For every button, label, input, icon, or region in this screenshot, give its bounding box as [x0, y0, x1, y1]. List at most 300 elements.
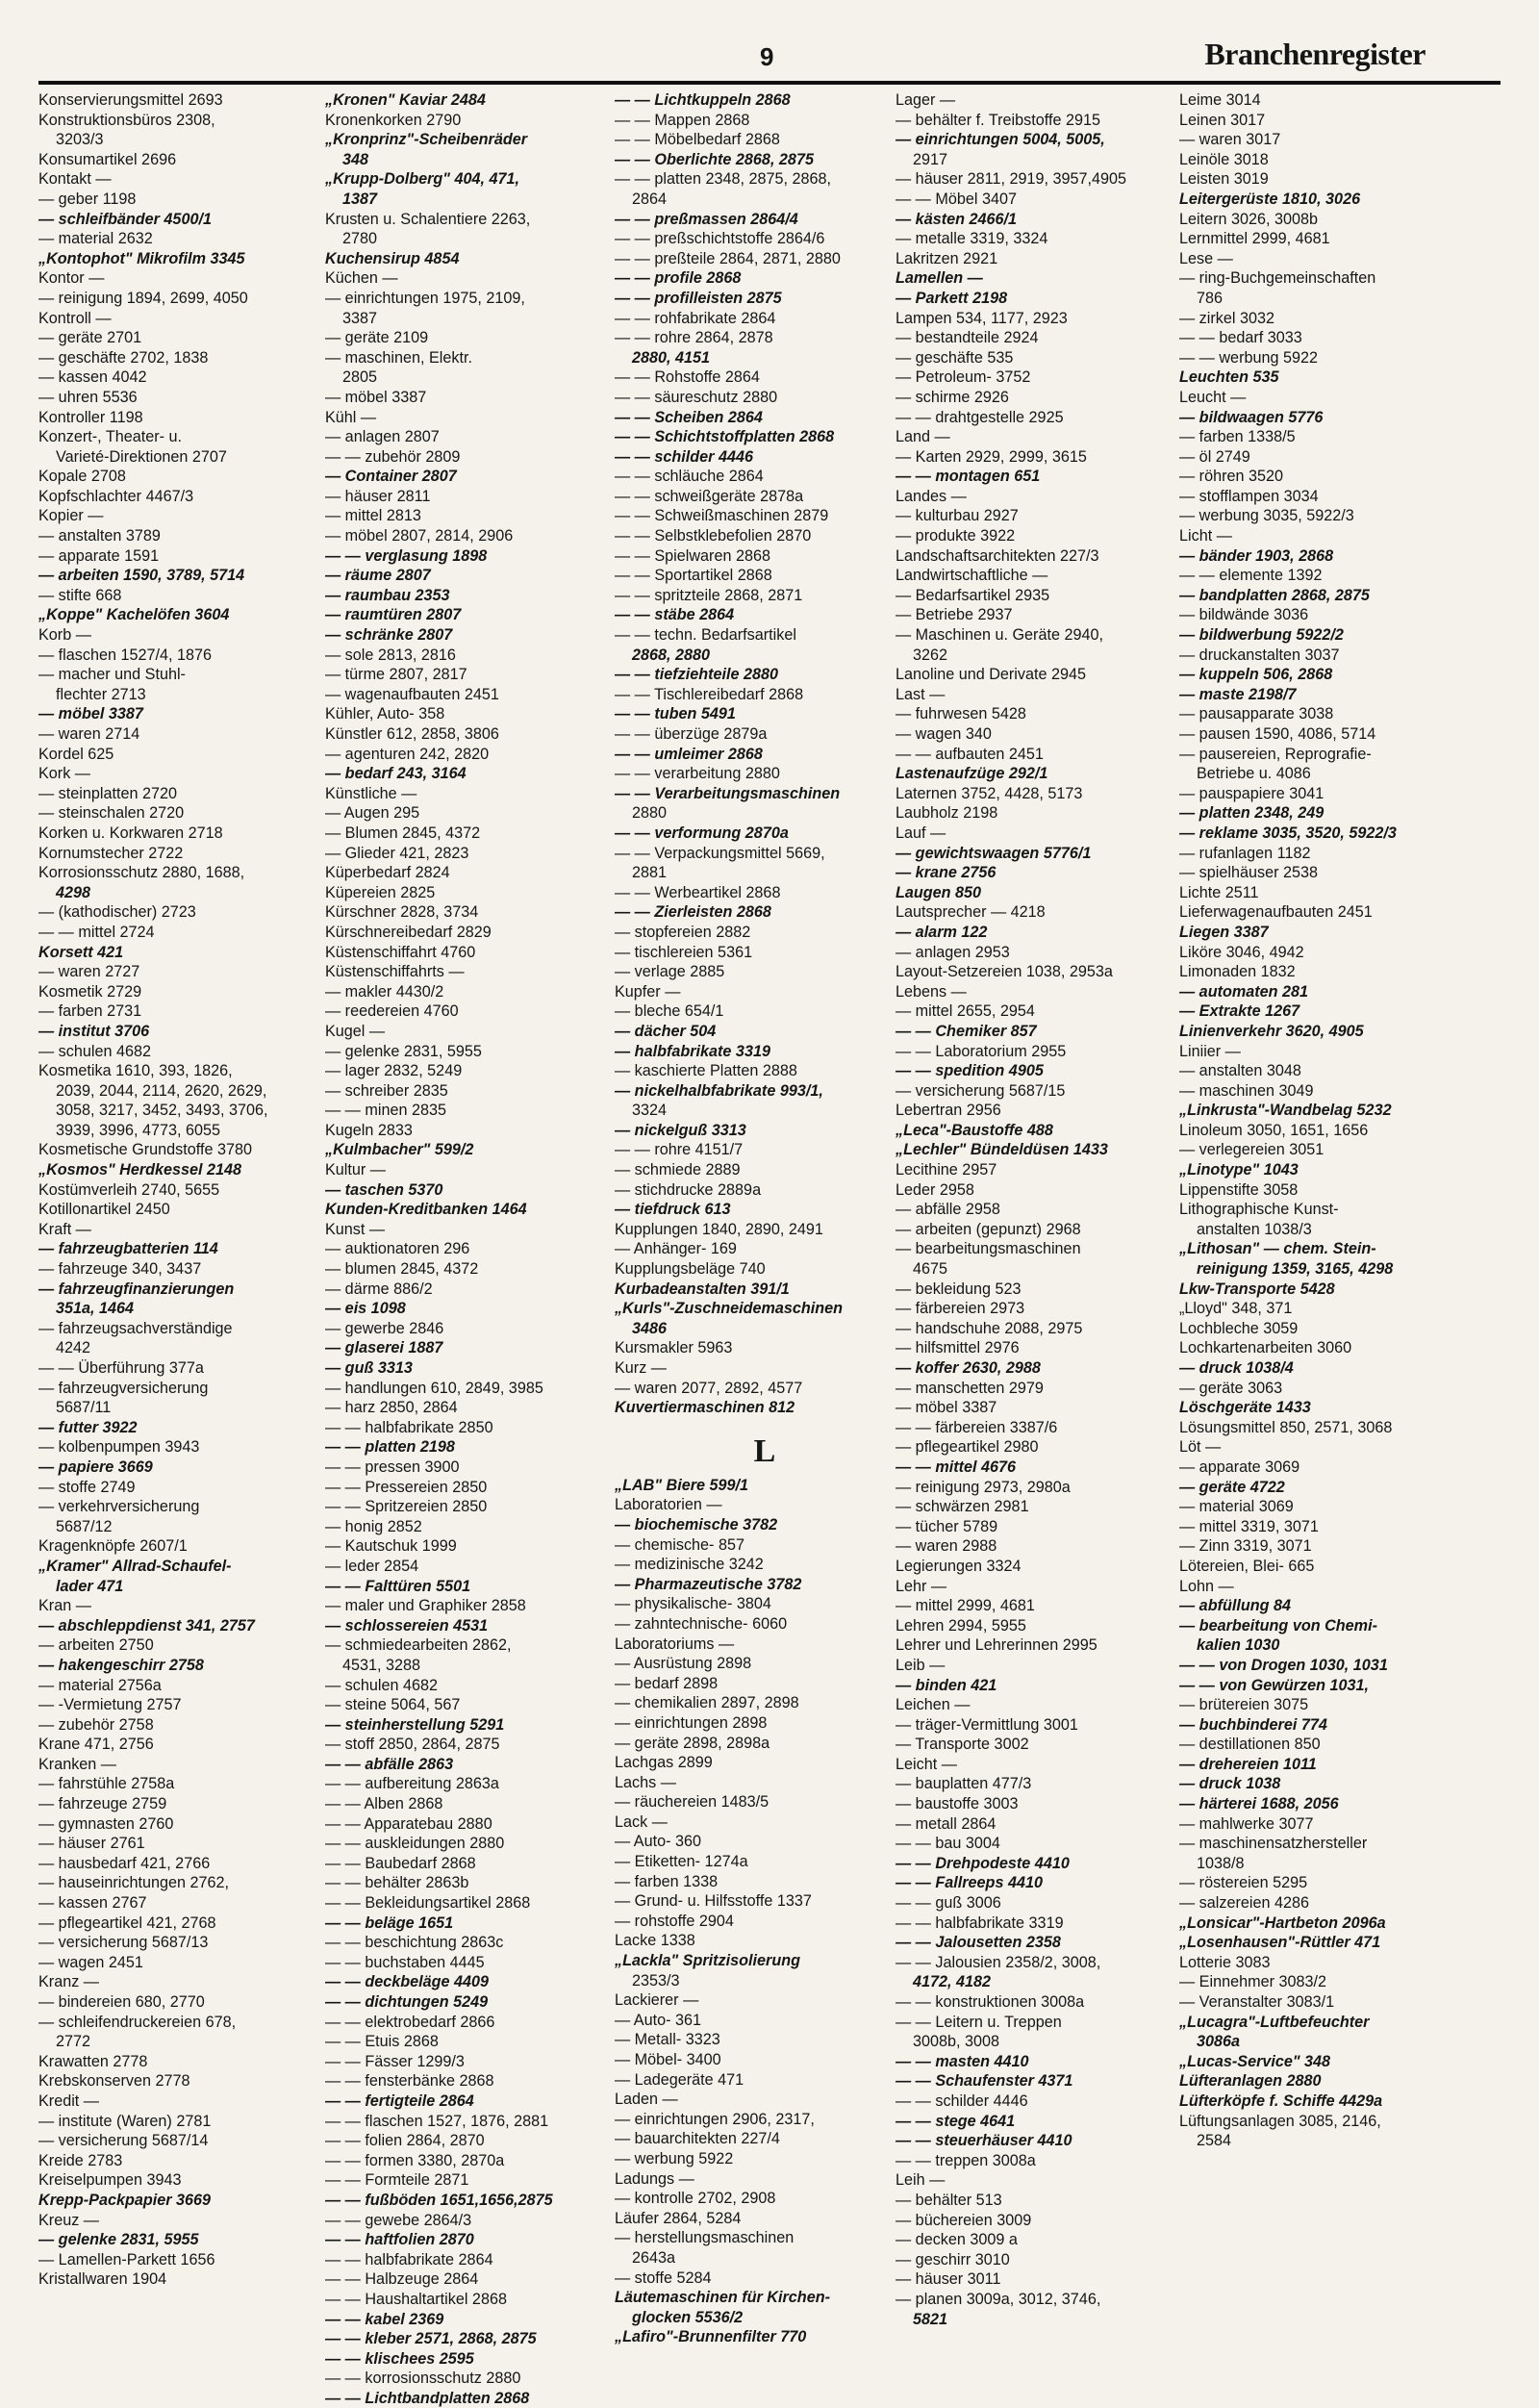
- index-entry: — — kabel 2369: [325, 2310, 444, 2328]
- index-entry: 2772: [56, 2033, 91, 2051]
- index-entry: Lehrer und Lehrerinnen 2995: [896, 1636, 1097, 1655]
- index-entry: Laugen 850: [896, 883, 982, 901]
- index-entry: Küstenschiffahrt 4760: [325, 943, 476, 961]
- index-entry: Lithographische Kunst-: [1179, 1201, 1339, 1219]
- index-entry: — hausbedarf 421, 2766: [38, 1854, 211, 1872]
- index-entry: Konsumartikel 2696: [38, 150, 177, 168]
- index-entry: — pauspapiere 3041: [1179, 784, 1325, 802]
- index-entry: Leuchten 535: [1179, 368, 1279, 387]
- index-entry: — futter 3922: [38, 1418, 138, 1436]
- index-entry: — geschäfte 535: [896, 348, 1014, 367]
- index-entry: — geräte 2898, 2898a: [615, 1734, 770, 1752]
- index-entry: — handlungen 610, 2849, 3985: [325, 1379, 543, 1397]
- index-entry: Korb —: [38, 626, 91, 645]
- index-entry: Kupfer —: [615, 982, 681, 1001]
- index-entry: — gewichtswaagen 5776/1: [896, 844, 1092, 862]
- index-entry: Konstruktionsbüros 2308,: [38, 111, 215, 129]
- index-entry: — geber 1198: [38, 190, 137, 208]
- index-entry: Legierungen 3324: [896, 1557, 1022, 1575]
- index-entry: — hakengeschirr 2758: [38, 1656, 204, 1674]
- index-entry: — wagen 2451: [38, 1953, 143, 1971]
- index-entry: — -Vermietung 2757: [38, 1696, 182, 1714]
- index-entry: Krepp-Packpapier 3669: [38, 2191, 212, 2209]
- index-entry: — tücher 5789: [896, 1517, 998, 1535]
- index-entry: — — montagen 651: [896, 468, 1041, 486]
- index-entry: Landschaftsarchitekten 227/3: [896, 546, 1099, 565]
- index-entry: glocken 5536/2: [632, 2308, 744, 2326]
- index-entry: — — Falttüren 5501: [325, 1577, 471, 1595]
- index-entry: — türme 2807, 2817: [325, 666, 467, 684]
- page-header: Branchenregister: [1204, 37, 1425, 71]
- index-entry: — steinherstellung 5291: [325, 1715, 505, 1734]
- index-entry: 1038/8: [1197, 1854, 1245, 1872]
- index-entry: 4172, 4182: [913, 1973, 992, 1991]
- index-entry: Kurbadeanstalten 391/1: [615, 1280, 790, 1298]
- index-entry: Kurz —: [615, 1359, 667, 1377]
- index-entry: — häuser 2811, 2919, 3957,4905: [896, 170, 1127, 189]
- index-entry: Kontroll —: [38, 309, 112, 327]
- index-entry: Linienverkehr 3620, 4905: [1179, 1022, 1364, 1040]
- index-entry: Löt —: [1179, 1438, 1222, 1457]
- index-entry: Kreuz —: [38, 2211, 99, 2229]
- index-entry: — — Lichtbandplatten 2868: [325, 2389, 530, 2407]
- index-entry: — handschuhe 2088, 2975: [896, 1319, 1083, 1337]
- index-entry: Küchen —: [325, 269, 398, 288]
- index-entry: 2917: [913, 150, 948, 168]
- index-entry: — drehereien 1011: [1179, 1755, 1317, 1773]
- index-entry: Lehr —: [896, 1577, 947, 1595]
- index-entry: 3486: [632, 1319, 668, 1337]
- index-entry: — möbel 2807, 2814, 2906: [325, 527, 514, 545]
- index-entry: — — verglasung 1898: [325, 546, 488, 565]
- index-entry: „Lackla" Spritzisolierung: [615, 1952, 800, 1970]
- index-entry: Lebertran 2956: [896, 1102, 1001, 1120]
- index-entry: — — spritzteile 2868, 2871: [615, 586, 803, 604]
- index-entry: Lachgas 2899: [615, 1754, 713, 1772]
- index-entry: — fahrzeugversicherung: [38, 1379, 209, 1397]
- index-entry: Kühler, Auto- 358: [325, 705, 445, 723]
- index-entry: — makler 4430/2: [325, 982, 444, 1001]
- index-entry: Kontor —: [38, 269, 105, 288]
- index-entry: — koffer 2630, 2988: [896, 1359, 1041, 1377]
- index-entry: 4531, 3288: [342, 1656, 421, 1674]
- index-entry: — — schläuche 2864: [615, 468, 764, 486]
- index-entry: „LAB" Biere 599/1: [615, 1476, 749, 1494]
- index-entry: — — rohre 2864, 2878: [615, 329, 773, 347]
- section-letter: L: [753, 1432, 776, 1469]
- index-entry: — pflegeartikel 2980: [896, 1438, 1039, 1457]
- index-entry: — wagenaufbauten 2451: [325, 685, 499, 703]
- index-entry: — möbel 3387: [896, 1399, 997, 1417]
- index-entry: — — zubehör 2809: [325, 447, 461, 466]
- index-entry: — schleifbänder 4500/1: [38, 210, 212, 228]
- index-entry: — Karten 2929, 2999, 3615: [896, 447, 1087, 466]
- index-entry: 3203/3: [56, 131, 104, 149]
- index-entry: — — deckbeläge 4409: [325, 1973, 490, 1991]
- index-entry: — — mittel 4676: [896, 1457, 1017, 1476]
- index-entry: 5821: [913, 2310, 948, 2328]
- index-entry: — geschäfte 2702, 1838: [38, 348, 209, 367]
- index-entry: — tischlereien 5361: [615, 943, 753, 961]
- index-entry: — versicherung 5687/13: [38, 1934, 209, 1952]
- index-entry: — manschetten 2979: [896, 1379, 1044, 1397]
- index-entry: Liköre 3046, 4942: [1179, 943, 1304, 961]
- index-entry: — kästen 2466/1: [896, 210, 1017, 228]
- index-entry: Lochbleche 3059: [1179, 1319, 1299, 1337]
- index-entry: Laden —: [615, 2091, 678, 2109]
- index-entry: — — techn. Bedarfsartikel: [615, 626, 796, 645]
- index-entry: — einrichtungen 2898: [615, 1713, 768, 1732]
- index-entry: — — verformung 2870a: [615, 824, 789, 842]
- index-entry: Kontakt —: [38, 170, 112, 189]
- index-entry: — reinigung 1894, 2699, 4050: [38, 289, 248, 307]
- index-entry: — agenturen 242, 2820: [325, 745, 490, 763]
- index-entry: — — tiefziehteile 2880: [615, 666, 779, 684]
- index-entry: Liniier —: [1179, 1042, 1241, 1060]
- index-entry: — fahrstühle 2758a: [38, 1775, 175, 1793]
- index-entry: Landes —: [896, 487, 967, 505]
- index-entry: — bauarchitekten 227/4: [615, 2130, 780, 2148]
- index-entry: — pausen 1590, 4086, 5714: [1179, 725, 1376, 743]
- index-entry: Kopfschlachter 4467/3: [38, 487, 194, 505]
- index-entry: — — Schichtstoffplatten 2868: [615, 428, 835, 446]
- index-entry: — maschinen 3049: [1179, 1081, 1314, 1100]
- index-entry: Lochkartenarbeiten 3060: [1179, 1339, 1352, 1357]
- index-entry: — bandplatten 2868, 2875: [1179, 586, 1370, 604]
- index-entry: Land —: [896, 428, 950, 446]
- index-entry: — röhren 3520: [1179, 468, 1283, 486]
- index-entry: — kuppeln 506, 2868: [1179, 666, 1333, 684]
- index-entry: 2643a: [632, 2248, 676, 2267]
- index-entry: — institute (Waren) 2781: [38, 2112, 212, 2130]
- index-entry: — wagen 340: [896, 725, 992, 743]
- index-entry: Korsett 421: [38, 943, 124, 961]
- header-rule: [38, 81, 1501, 85]
- index-entry: — maste 2198/7: [1179, 685, 1297, 703]
- index-entry: Kontroller 1198: [38, 408, 143, 426]
- index-entry: — destillationen 850: [1179, 1736, 1321, 1754]
- index-entry: — kolbenpumpen 3943: [38, 1438, 200, 1457]
- index-entry: — — minen 2835: [325, 1102, 446, 1120]
- index-entry: — öl 2749: [1179, 447, 1250, 466]
- index-entry: — nickelhalbfabrikate 993/1,: [615, 1081, 823, 1100]
- index-entry: — material 2632: [38, 230, 153, 248]
- index-entry: — — Rohstoffe 2864: [615, 368, 760, 387]
- index-entry: „Krupp-Dolberg" 404, 471,: [325, 170, 519, 189]
- index-entry: — bekleidung 523: [896, 1280, 1022, 1298]
- index-entry: — träger-Vermittlung 3001: [896, 1715, 1078, 1734]
- index-entry: — kontrolle 2702, 2908: [615, 2190, 776, 2208]
- index-entry: — waren 2988: [896, 1537, 997, 1556]
- index-entry: 3008b, 3008: [913, 2033, 1000, 2051]
- index-entry: — — bau 3004: [896, 1835, 1000, 1853]
- index-entry: — — bedarf 3033: [1179, 329, 1302, 347]
- index-entry: — pausapparate 3038: [1179, 705, 1334, 723]
- index-entry: Lkw-Transporte 5428: [1179, 1280, 1335, 1298]
- index-entry: — Transporte 3002: [896, 1736, 1029, 1754]
- index-entry: „Kronprinz"-Scheibenräder: [325, 131, 528, 149]
- index-entry: — Grund- u. Hilfsstoffe 1337: [615, 1892, 812, 1911]
- index-entry: — gewerbe 2846: [325, 1319, 444, 1337]
- index-entry: Kosmetische Grundstoffe 3780: [38, 1141, 252, 1159]
- index-entry: lader 471: [56, 1577, 124, 1595]
- index-entry: — bearbeitungsmaschinen: [896, 1240, 1081, 1258]
- index-entry: — — dichtungen 5249: [325, 1993, 489, 2011]
- index-entry: — — Baubedarf 2868: [325, 1854, 476, 1872]
- index-entry: 4675: [913, 1260, 948, 1279]
- index-entry: — bearbeitung von Chemi-: [1179, 1616, 1377, 1635]
- index-entry: Kugeln 2833: [325, 1121, 413, 1139]
- index-entry: Lichte 2511: [1179, 883, 1259, 901]
- index-entry: — — Möbelbedarf 2868: [615, 131, 780, 149]
- index-entry: — Kautschuk 1999: [325, 1537, 457, 1556]
- index-entry: — — masten 4410: [896, 2052, 1029, 2070]
- index-entry: — — halbfabrikate 2864: [325, 2250, 493, 2269]
- index-entry: — büchereien 3009: [896, 2211, 1032, 2229]
- index-entry: — — spedition 4905: [896, 1062, 1044, 1080]
- index-entry: Leitern 3026, 3008b: [1179, 210, 1319, 228]
- index-entry: — — Halbzeuge 2864: [325, 2270, 479, 2289]
- index-entry: — material 2756a: [38, 1676, 162, 1694]
- index-entry: Lebens —: [896, 982, 967, 1001]
- index-entry: — Etiketten- 1274a: [615, 1853, 748, 1871]
- index-entry: — Ausrüstung 2898: [615, 1655, 752, 1673]
- index-entry: Kopale 2708: [38, 468, 126, 486]
- index-entry: — hauseinrichtungen 2762,: [38, 1874, 229, 1892]
- index-entry: — geschirr 3010: [896, 2250, 1010, 2269]
- index-entry: — platten 2348, 249: [1179, 804, 1325, 823]
- index-entry: Kühl —: [325, 408, 377, 426]
- index-entry: — zirkel 3032: [1179, 309, 1274, 327]
- index-entry: — — Leitern u. Treppen: [896, 2013, 1062, 2031]
- index-entry: — — beläge 1651: [325, 1914, 454, 1932]
- index-entry: — decken 3009 a: [896, 2231, 1018, 2249]
- index-entry: Lehren 2994, 5955: [896, 1616, 1026, 1635]
- index-entry: — chemikalien 2897, 2898: [615, 1694, 799, 1712]
- index-entry: „Kosmos" Herdkessel 2148: [38, 1161, 242, 1179]
- index-entry: — — Lichtkuppeln 2868: [615, 91, 791, 109]
- index-entry: — — auskleidungen 2880: [325, 1835, 505, 1853]
- index-entry: — — Formteile 2871: [325, 2171, 469, 2190]
- index-entry: — — profile 2868: [615, 269, 742, 288]
- index-entry: — taschen 5370: [325, 1180, 443, 1199]
- index-entry: — — Etuis 2868: [325, 2033, 439, 2051]
- index-entry: — waren 3017: [1179, 131, 1281, 149]
- index-entry: Kürschnereibedarf 2829: [325, 923, 492, 941]
- index-entry: — halbfabrikate 3319: [615, 1042, 770, 1060]
- index-entry: „Kronen" Kaviar 2484: [325, 91, 486, 109]
- index-entry: — arbeiten 2750: [38, 1636, 154, 1655]
- index-entry: Lese —: [1179, 249, 1233, 267]
- index-entry: — verlage 2885: [615, 963, 725, 981]
- index-entry: — steinschalen 2720: [38, 804, 185, 823]
- index-entry: Liegen 3387: [1179, 923, 1269, 941]
- index-entry: 2039, 2044, 2114, 2620, 2629,: [56, 1081, 267, 1100]
- index-entry: — Auto- 361: [615, 2011, 701, 2029]
- index-entry: 3387: [342, 309, 378, 327]
- index-entry: — apparate 3069: [1179, 1457, 1300, 1476]
- index-entry: — — preßteile 2864, 2871, 2880: [615, 249, 841, 267]
- index-entry: — glaserei 1887: [325, 1339, 443, 1357]
- index-entry: — — von Drogen 1030, 1031: [1179, 1656, 1388, 1674]
- index-entry: „Lucagra"-Luftbefeuchter: [1179, 2013, 1370, 2031]
- index-entry: Kunden-Kreditbanken 1464: [325, 1201, 527, 1219]
- index-entry: — Parkett 2198: [896, 289, 1008, 307]
- index-entry: — reedereien 4760: [325, 1002, 459, 1021]
- index-entry: — härterei 1688, 2056: [1179, 1795, 1339, 1813]
- index-entry: Linoleum 3050, 1651, 1656: [1179, 1121, 1369, 1139]
- index-entry: — Augen 295: [325, 804, 420, 823]
- index-entry: — — mittel 2724: [38, 923, 155, 941]
- index-entry: — geräte 3063: [1179, 1379, 1283, 1397]
- index-entry: — — behälter 2863b: [325, 1874, 469, 1892]
- index-entry: — fahrzeuge 340, 3437: [38, 1260, 202, 1279]
- index-entry: „Lloyd" 348, 371: [1179, 1300, 1293, 1318]
- index-entry: Krebskonserven 2778: [38, 2072, 190, 2091]
- index-entry: — därme 886/2: [325, 1280, 433, 1298]
- index-entry: — schwärzen 2981: [896, 1498, 1029, 1516]
- index-entry: — — schilder 4446: [896, 2091, 1028, 2110]
- index-entry: — pflegeartikel 421, 2768: [38, 1914, 216, 1932]
- index-entry: — Bedarfsartikel 2935: [896, 586, 1050, 604]
- index-entry: „Lechler" Bündeldüsen 1433: [896, 1141, 1108, 1159]
- index-entry: — häuser 2761: [38, 1835, 145, 1853]
- index-entry: — Pharmazeutische 3782: [615, 1575, 802, 1593]
- index-entry: — ring-Buchgemeinschaften: [1179, 269, 1376, 288]
- index-entry: Kreide 2783: [38, 2151, 123, 2169]
- index-entry: Kragenknöpfe 2607/1: [38, 1537, 188, 1556]
- index-entry: „Leca"-Baustoffe 488: [896, 1121, 1053, 1139]
- index-entry: — abfüllung 84: [1179, 1597, 1292, 1615]
- index-entry: — — steuerhäuser 4410: [896, 2132, 1072, 2150]
- index-entry: Licht —: [1179, 527, 1232, 545]
- index-entry: — bildwaagen 5776: [1179, 408, 1324, 426]
- index-entry: — guß 3313: [325, 1359, 413, 1377]
- index-entry: — — Werbeartikel 2868: [615, 883, 781, 901]
- index-entry: Lackierer —: [615, 1991, 699, 2010]
- index-entry: 2864: [632, 190, 668, 208]
- index-entry: „Lucas-Service" 348: [1179, 2052, 1331, 2070]
- index-entry: Leucht —: [1179, 388, 1247, 406]
- index-entry: — farben 1338/5: [1179, 428, 1296, 446]
- index-entry: — physikalische- 3804: [615, 1595, 771, 1613]
- index-column-2: [325, 90, 623, 2407]
- index-entry: — abschleppdienst 341, 2757: [38, 1616, 255, 1635]
- index-entry: Kultur —: [325, 1161, 386, 1179]
- index-entry: — — treppen 3008a: [896, 2151, 1036, 2169]
- index-entry: — — Verpackungsmittel 5669,: [615, 844, 825, 862]
- index-entry: — stichdrucke 2889a: [615, 1180, 762, 1199]
- index-entry: Lacke 1338: [615, 1932, 695, 1950]
- index-entry: „Lafiro"-Brunnenfilter 770: [615, 2328, 807, 2346]
- index-entry: 1387: [342, 190, 378, 208]
- index-entry: — — formen 3380, 2870a: [325, 2151, 505, 2169]
- index-entry: — — Fallreeps 4410: [896, 1874, 1043, 1892]
- index-entry: Leih —: [896, 2171, 946, 2190]
- index-entry: Lieferwagenaufbauten 2451: [1179, 903, 1373, 922]
- index-entry: „Kurls"-Zuschneidemaschinen: [615, 1300, 844, 1318]
- index-entry: Krusten u. Schalentiere 2263,: [325, 210, 531, 228]
- index-entry: — — klischees 2595: [325, 2349, 474, 2368]
- index-entry: — binden 421: [896, 1676, 997, 1694]
- index-entry: — einrichtungen 2906, 2317,: [615, 2110, 815, 2128]
- index-entry: Leicht —: [896, 1755, 957, 1773]
- index-entry: 2780: [342, 230, 378, 248]
- index-entry: — rohstoffe 2904: [615, 1912, 734, 1930]
- index-entry: — schleifendruckereien 678,: [38, 2013, 237, 2031]
- index-entry: 2881: [632, 864, 668, 882]
- index-entry: — — preßmassen 2864/4: [615, 210, 798, 228]
- index-entry: — stopfereien 2882: [615, 923, 751, 941]
- index-entry: — — fußböden 1651,1656,2875: [325, 2191, 553, 2209]
- index-entry: Lüfterköpfe f. Schiffe 4429a: [1179, 2091, 1383, 2110]
- index-entry: Künstliche —: [325, 784, 417, 802]
- index-entry: — Einnehmer 3083/2: [1179, 1973, 1326, 1991]
- index-entry: — — rohre 4151/7: [615, 1141, 744, 1159]
- index-entry: — behälter f. Treibstoffe 2915: [896, 111, 1100, 129]
- index-entry: — Möbel- 3400: [615, 2051, 721, 2068]
- index-entry: Lampen 534, 1177, 2923: [896, 309, 1068, 327]
- index-entry: — steinplatten 2720: [38, 784, 177, 802]
- index-entry: — bildwände 3036: [1179, 606, 1309, 624]
- index-entry: — — tuben 5491: [615, 705, 736, 723]
- index-entry: — — halbfabrikate 2850: [325, 1418, 493, 1436]
- index-column-1: [38, 90, 327, 2351]
- index-entry: Kupplungen 1840, 2890, 2491: [615, 1220, 823, 1238]
- index-entry: — — überzüge 2879a: [615, 725, 768, 743]
- index-entry: — — beschichtung 2863c: [325, 1934, 504, 1952]
- index-entry: reinigung 1359, 3165, 4298: [1197, 1260, 1394, 1279]
- index-entry: — — abfälle 2863: [325, 1755, 454, 1773]
- index-entry: — — kleber 2571, 2868, 2875: [325, 2330, 537, 2348]
- index-entry: — — drahtgestelle 2925: [896, 408, 1064, 426]
- index-entry: — maschinen, Elektr.: [325, 348, 472, 367]
- index-entry: — arbeiten (gepunzt) 2968: [896, 1220, 1081, 1238]
- index-entry: Küpereien 2825: [325, 883, 436, 901]
- page-number: 9: [760, 42, 774, 71]
- index-entry: — — stäbe 2864: [615, 606, 735, 624]
- index-entry: — versicherung 5687/14: [38, 2132, 209, 2150]
- index-entry: 3939, 3996, 4773, 6055: [56, 1121, 221, 1139]
- index-entry: Lauf —: [896, 824, 946, 842]
- index-entry: — eis 1098: [325, 1300, 406, 1318]
- index-entry: 4242: [56, 1339, 91, 1357]
- index-entry: — Petroleum- 3752: [896, 368, 1031, 387]
- index-entry: Leisten 3019: [1179, 170, 1269, 189]
- index-entry: 3262: [913, 646, 948, 664]
- index-entry: — reklame 3035, 3520, 5922/3: [1179, 824, 1397, 842]
- index-entry: Kopier —: [38, 507, 104, 525]
- index-entry: — (kathodischer) 2723: [38, 903, 196, 922]
- index-entry: — material 3069: [1179, 1498, 1294, 1516]
- index-entry: — — verarbeitung 2880: [615, 765, 780, 783]
- index-entry: Lack —: [615, 1812, 668, 1831]
- index-entry: — mittel 2655, 2954: [896, 1002, 1035, 1021]
- index-entry: Leichen —: [896, 1696, 971, 1714]
- index-entry: — druck 1038/4: [1179, 1359, 1294, 1377]
- index-entry: — — halbfabrikate 3319: [896, 1914, 1064, 1932]
- index-entry: — planen 3009a, 3012, 3746,: [896, 2290, 1101, 2308]
- index-entry: — maler und Graphiker 2858: [325, 1597, 526, 1615]
- index-entry: — medizinische 3242: [615, 1556, 764, 1574]
- index-entry: Kosmetika 1610, 393, 1826,: [38, 1062, 233, 1080]
- index-entry: Lamellen —: [896, 269, 983, 288]
- index-entry: — — Möbel 3407: [896, 190, 1017, 208]
- index-entry: Kranz —: [38, 1973, 99, 1991]
- index-entry: — mittel 3319, 3071: [1179, 1517, 1319, 1535]
- index-entry: — werbung 3035, 5922/3: [1179, 507, 1354, 525]
- index-entry: Krane 471, 2756: [38, 1736, 154, 1754]
